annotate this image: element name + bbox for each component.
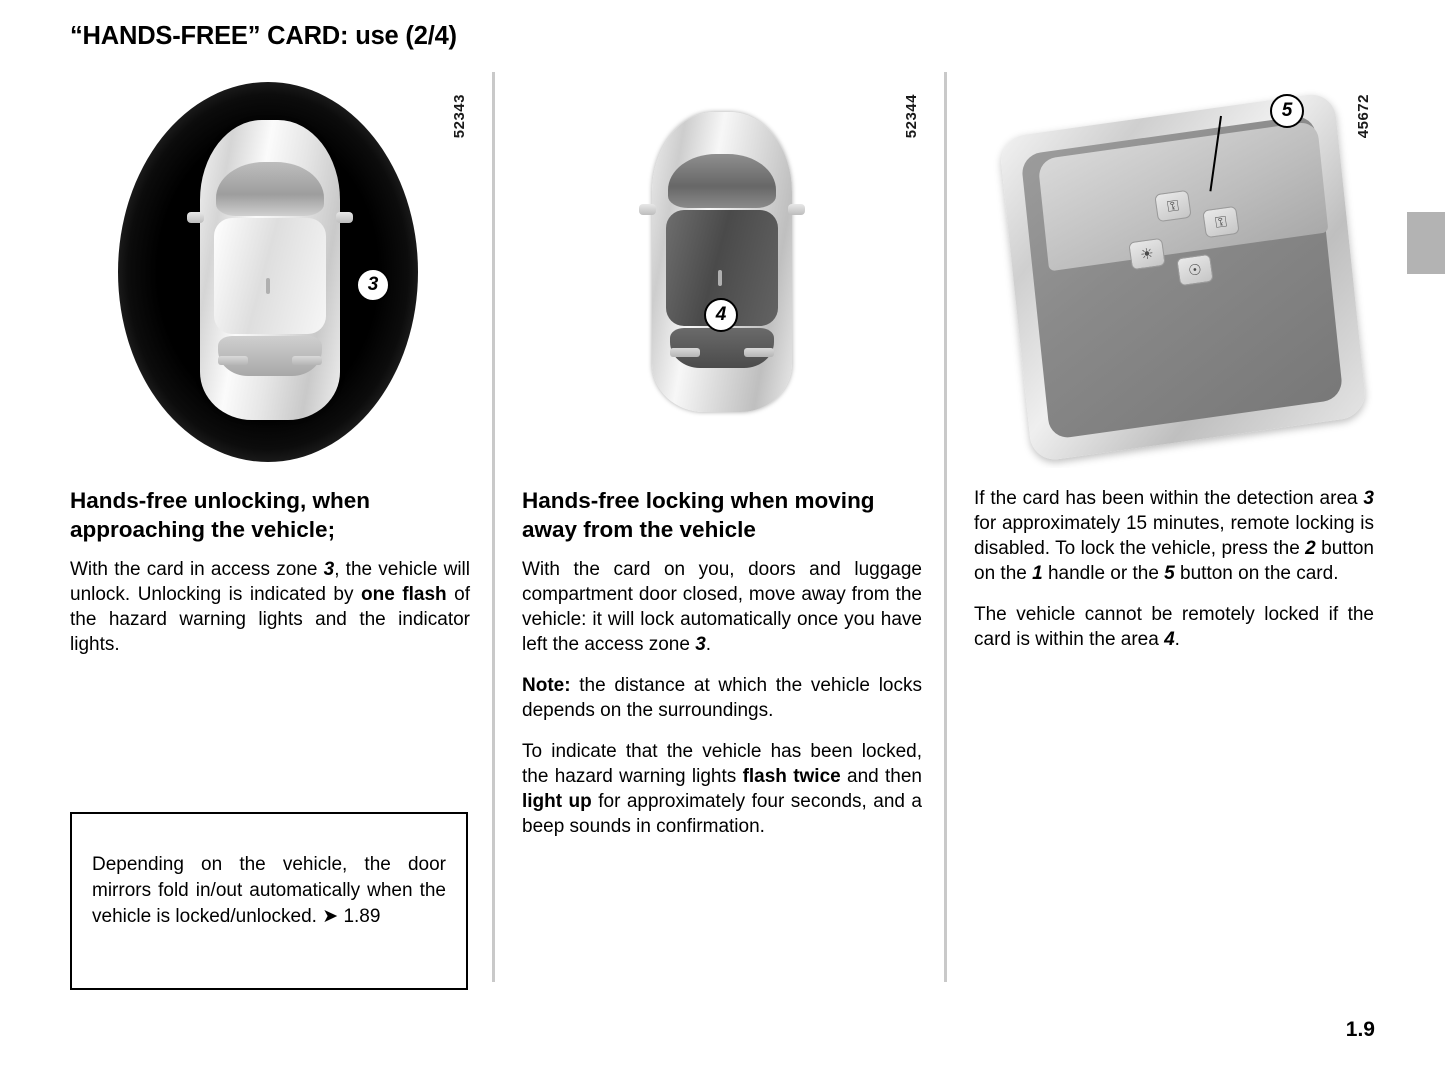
car-front-light-left [670, 348, 700, 357]
car-door-handle [266, 278, 270, 294]
heading-hands-free-locking: Hands-free locking when moving away from the vehicle [522, 488, 875, 543]
figure-code-1: 52343 [451, 94, 468, 139]
car-windshield [216, 162, 324, 216]
column-right [974, 72, 1374, 668]
paragraph-right-1: If the card has been within the detection area 3 for approximately 15 minutes, remote locking is disabled. To lock the vehicle, press the 2 button on the 1 handle or the 5 button on the card. [974, 488, 1374, 585]
page-number: 1.9 [1345, 1018, 1375, 1041]
hands-free-card [996, 100, 1364, 452]
figure-image-2 [522, 72, 922, 468]
car-front-light-right [744, 348, 774, 357]
section-edge-tab [1407, 212, 1445, 274]
callout-4: 4 [704, 298, 738, 332]
heading-hands-free-unlocking: Hands-free unlocking, when approaching the vehicle; [70, 488, 371, 543]
column-left [70, 72, 470, 673]
figure-code-2: 52344 [903, 94, 920, 139]
paragraph-left-1: With the card in access zone 3, the vehicle will unlock. Unlocking is indicated by one flash of the hazard warning lights and the indicator lights. [70, 558, 471, 655]
arrow-icon: ➤ [322, 906, 339, 928]
car-front-light-right [292, 356, 322, 365]
figure-access-zone-3 [70, 72, 470, 468]
callout-5: 5 [1270, 94, 1304, 128]
car-front-light-left [218, 356, 248, 365]
car-mirror-left [639, 204, 656, 215]
card-unlock-button: ⚿ [1154, 190, 1192, 222]
column-divider-1 [492, 72, 495, 982]
column-middle [522, 72, 922, 855]
paragraph-middle-3: To indicate that the vehicle has been locked, the hazard warning lights flash twice and then light up for approximately four seconds, and a beep sounds in confirmation. [522, 740, 922, 838]
figure-code-3: 45672 [1355, 94, 1372, 139]
car-roof [214, 218, 326, 334]
car-windshield [668, 154, 776, 208]
car-door-handle [718, 270, 722, 286]
car-mirror-right [336, 212, 353, 223]
callout-3: 3 [356, 268, 390, 302]
figure-image-3 [974, 72, 1374, 468]
figure-image-1 [70, 72, 470, 468]
card-lock-button: ⚿ [1202, 206, 1240, 238]
note-box-mirrors [70, 812, 468, 990]
figure-access-zone-4 [522, 72, 922, 468]
page-title: “HANDS-FREE” CARD: use (2/4) [70, 22, 457, 50]
paragraph-middle-note: Note: the distance at which the vehicle locks depends on the surroundings. [522, 674, 922, 721]
car-mirror-right [788, 204, 805, 215]
card-boot-button: ☉ [1176, 254, 1214, 286]
card-light-button: ☀ [1128, 238, 1166, 270]
paragraph-middle-1: With the card on you, doors and luggage compartment door closed, move away from the vehicle: it will lock automatically once you have left the access zone 3. [522, 558, 922, 655]
figure-hands-free-card [974, 72, 1374, 468]
note-box-text: Depending on the vehicle, the door mirrors fold in/out automatically when the vehicle is locked/unlocked. ➤ 1.89 [92, 854, 446, 928]
paragraph-right-2: The vehicle cannot be remotely locked if the card is within the area 4. [974, 604, 1374, 651]
column-divider-2 [944, 72, 947, 982]
car-mirror-left [187, 212, 204, 223]
